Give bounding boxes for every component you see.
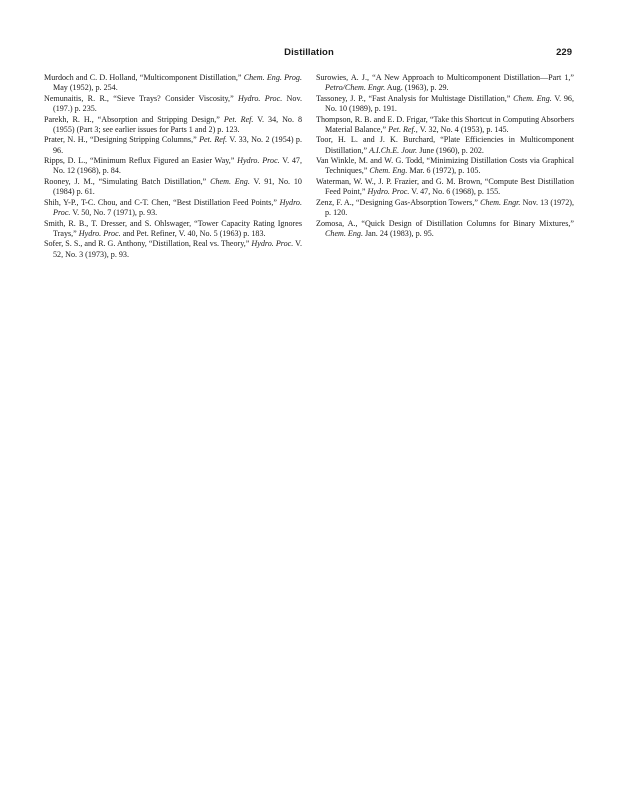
reference-entry: Tassoney, J. P., “Fast Analysis for Multistage Distillation,” Chem. Eng. V. 96, No. 10 (1989), p. 191. bbox=[316, 93, 575, 113]
reference-entry: Surowies, A. J., “A New Approach to Multicomponent Distillation—Part 1,” Petro/Chem. Engr. Aug. (1963), p. 29. bbox=[316, 73, 574, 93]
reference-column-left bbox=[44, 73, 302, 260]
page-header bbox=[44, 47, 574, 61]
reference-entry: Murdoch and C. D. Holland, “Multicomponent Distillation,” Chem. Eng. Prog. May (1952), p. 254. bbox=[44, 73, 302, 93]
reference-entry: Toor, H. L. and J. K. Burchard, “Plate Efficiencies in Multicomponent Distillation,” A.I.Ch.E. Jour. June (1960), p. 202. bbox=[316, 135, 574, 155]
reference-entry: Waterman, W. W., J. P. Frazier, and G. M. Brown, “Compute Best Distillation Feed Point,” Hydro. Proc. V. 47, No. 6 (1968), p. 155. bbox=[316, 176, 574, 197]
reference-entry: Zenz, F. A., “Designing Gas-Absorption Towers,” Chem. Engr. Nov. 13 (1972), p. 120. bbox=[316, 197, 574, 217]
reference-entry: Rooney, J. M., “Simulating Batch Distillation,” Chem. Eng. V. 91, No. 10 (1984) p. 61. bbox=[44, 176, 302, 197]
reference-columns bbox=[44, 73, 574, 260]
running-title: Distillation bbox=[284, 47, 334, 58]
reference-entry: Prater, N. H., “Designing Stripping Columns,” Pet. Ref. V. 33, No. 2 (1954) p. 96. bbox=[44, 135, 302, 155]
reference-entry: Parekh, R. H., “Absorption and Stripping Design,” Pet. Ref. V. 34, No. 8 (1955) (Part 3; see earlier issues for Parts 1 and 2) p. 123. bbox=[44, 114, 303, 134]
reference-entry: Thompson, R. B. and E. D. Frigar, “Take this Shortcut in Computing Absorbers Material Balance,” Pet. Ref., V. 32, No. 4 (1953), p. 145. bbox=[316, 114, 574, 134]
reference-entry: Smith, R. B., T. Dresser, and S. Ohlswager, “Tower Capacity Rating Ignores Trays,” Hydro. Proc. and Pet. Refiner, V. 40, No. 5 (1963) p. 183. bbox=[44, 218, 302, 238]
reference-entry: Sofer, S. S., and R. G. Anthony, “Distillation, Real vs. Theory,” Hydro. Proc. V. 52, No. 3 (1973), p. 93. bbox=[44, 239, 302, 259]
reference-column-right bbox=[316, 73, 574, 260]
reference-entry: Zomosa, A., “Quick Design of Distillation Columns for Binary Mixtures,” Chem. Eng. Jan. 24 (1983), p. 95. bbox=[316, 218, 574, 238]
reference-entry: Van Winkle, M. and W. G. Todd, “Minimizing Distillation Costs via Graphical Techniques,” Chem. Eng. Mar. 6 (1972), p. 105. bbox=[316, 156, 574, 176]
reference-entry: Nemunaitis, R. R., “Sieve Trays? Consider Viscosity,” Hydro. Proc. Nov. (197.) p. 235. bbox=[44, 93, 302, 113]
page-number: 229 bbox=[556, 47, 572, 58]
reference-entry: Shih, Y-P., T-C. Chou, and C-T. Chen, “Best Distillation Feed Points,” Hydro. Proc. V. 50, No. 7 (1971), p. 93. bbox=[44, 197, 302, 217]
reference-entry: Ripps, D. L., “Minimum Reflux Figured an Easier Way,” Hydro. Proc. V. 47, No. 12 (1968), p. 84. bbox=[44, 156, 302, 176]
